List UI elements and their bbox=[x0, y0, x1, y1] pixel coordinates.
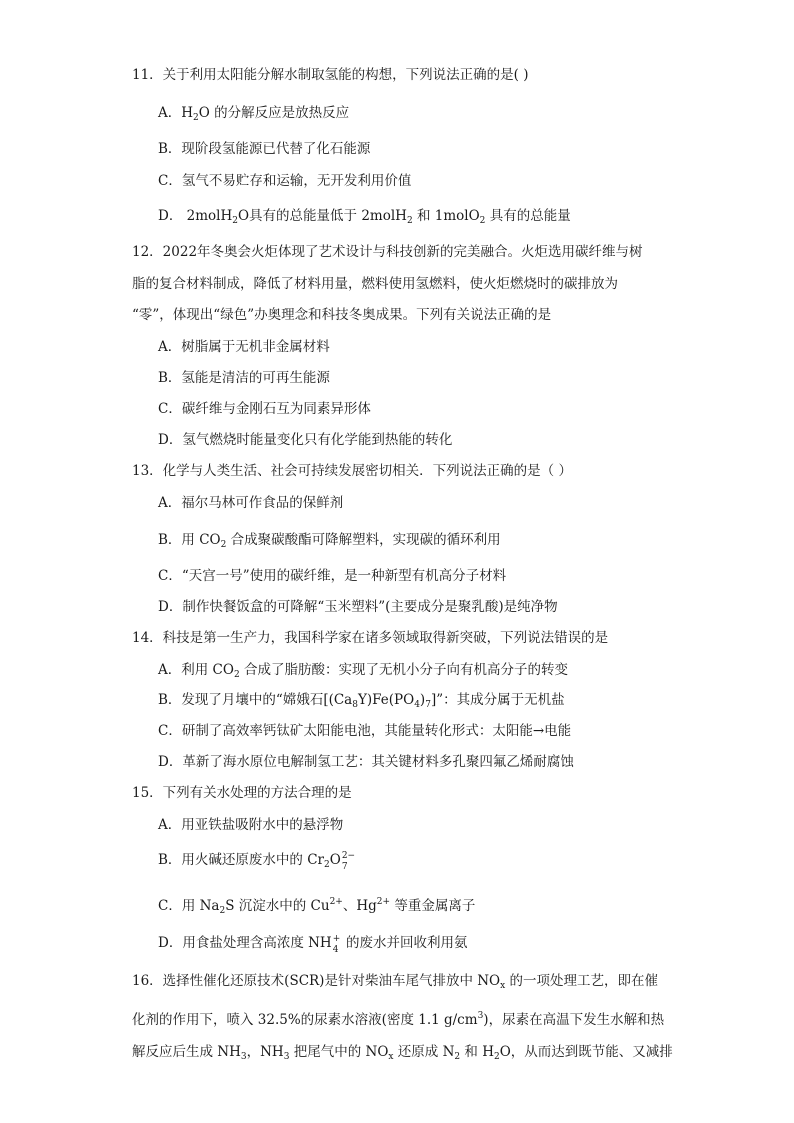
text: 的分解反应是放热反应 bbox=[209, 105, 350, 121]
subscript: 4 bbox=[332, 945, 339, 955]
question-11-option-b: B．现阶段氢能源已代替了化石能源 bbox=[158, 141, 371, 157]
superscript: + bbox=[332, 934, 341, 944]
question-14-option-c: C．研制了高效率钙钛矿太阳能电池，其能量转化形式：太阳能→电能 bbox=[158, 723, 572, 739]
question-14-option-b bbox=[158, 691, 565, 714]
question-15-option-b bbox=[158, 851, 356, 874]
text: 合成了脂肪酸：实现了无机小分子向有机高分子的转变 bbox=[239, 662, 568, 678]
superscript: 2− bbox=[341, 851, 356, 861]
question-12-option-b: B．氢能是清洁的可再生能源 bbox=[158, 370, 330, 386]
text: O具有的总能量低于 2molH bbox=[237, 208, 407, 224]
text: ，NH bbox=[246, 1044, 284, 1060]
text: 合成聚碳酸酯可降解塑料，实现碳的循环利用 bbox=[226, 532, 501, 548]
subscript: 2 bbox=[406, 216, 413, 226]
text: D．用食盐处理含高浓度 NH bbox=[158, 935, 332, 951]
text: 和 1molO bbox=[412, 208, 480, 224]
question-15-option-d bbox=[158, 934, 468, 955]
subscript: 7 bbox=[425, 700, 431, 710]
text: S 沉淀水中的 Cu bbox=[225, 898, 330, 914]
text: H bbox=[181, 105, 194, 121]
question-12-stem-line-3: “零”，体现出“绿色”办奥理念和科技冬奥成果。下列有关说法正确的是 bbox=[132, 307, 552, 323]
question-12-option-d: D．氢气燃烧时能量变化只有化学能到热能的转化 bbox=[158, 432, 453, 448]
text: 和 H bbox=[460, 1044, 494, 1060]
question-13-stem: 13．化学与人类生活、社会可持续发展密切相关．下列说法正确的是（ ） bbox=[132, 463, 572, 479]
question-15-option-a: A．用亚铁盐吸附水中的悬浮物 bbox=[158, 817, 344, 833]
question-16-line-1 bbox=[132, 972, 658, 995]
ion-charge-stack bbox=[332, 934, 342, 955]
superscript: 2+ bbox=[329, 897, 343, 907]
subscript: 2 bbox=[494, 1052, 500, 1062]
question-13-option-c: C．“天宫一号”使用的碳纤维，是一种新型有机高分子材料 bbox=[158, 568, 507, 584]
question-11-option-c: C．氢气不易贮存和运输，无开发利用价值 bbox=[158, 173, 412, 189]
subscript: 2 bbox=[193, 113, 199, 123]
question-13-option-d: D．制作快餐饭盒的可降解“玉米塑料”(主要成分是聚乳酸)是纯净物 bbox=[158, 599, 558, 615]
text: Y)Fe(PO bbox=[357, 692, 415, 708]
text: O bbox=[198, 105, 210, 121]
question-14-stem: 14．科技是第一生产力，我国科学家在诸多领域取得新突破，下列说法错误的是 bbox=[132, 630, 609, 646]
question-11-option-a bbox=[158, 104, 349, 127]
question-12-stem-line-1: 12．2022年冬奥会火炬体现了艺术设计与科技创新的完美融合。火炬选用碳纤维与树 bbox=[132, 244, 643, 260]
text: A．利用 CO bbox=[158, 662, 234, 678]
question-15-stem: 15．下列有关水处理的方法合理的是 bbox=[132, 785, 352, 801]
ion-charge-stack bbox=[341, 851, 356, 872]
question-16-line-3 bbox=[132, 1043, 673, 1066]
question-12-option-c: C．碳纤维与金刚石互为同素异形体 bbox=[158, 401, 371, 417]
text: 等重金属离子 bbox=[390, 898, 476, 914]
question-13-option-b bbox=[158, 531, 501, 554]
text: 具有的总能量 bbox=[485, 208, 571, 224]
subscript: x bbox=[388, 1052, 394, 1062]
superscript: 3 bbox=[477, 1011, 484, 1021]
question-13-option-a: A．福尔马林可作食品的保鲜剂 bbox=[158, 495, 344, 511]
question-12-stem-line-2: 脂的复合材料制成，降低了材料用量，燃料使用氢燃料，使火炬燃烧时的碳排放为 bbox=[132, 276, 618, 292]
text: 16．选择性催化还原技术(SCR)是针对柴油车尾气排放中 NO bbox=[132, 973, 501, 989]
subscript: 2 bbox=[454, 1052, 461, 1062]
text: 的废水并回收利用氨 bbox=[341, 935, 468, 951]
text: D． 2molH bbox=[158, 208, 233, 224]
text: B．用火碱还原废水中的 Cr bbox=[158, 852, 324, 868]
subscript: 3 bbox=[283, 1052, 290, 1062]
question-11-option-d bbox=[158, 207, 571, 230]
text: B．发现了月壤中的“嫦娥石[(Ca bbox=[158, 692, 353, 708]
subscript: 4 bbox=[414, 700, 420, 710]
question-15-option-c bbox=[158, 893, 475, 920]
text: 、Hg bbox=[342, 898, 377, 914]
text: A． bbox=[158, 105, 182, 121]
subscript: 2 bbox=[232, 216, 238, 226]
subscript: 7 bbox=[341, 862, 348, 872]
question-14-option-d: D．革新了海水原位电解制氢工艺：其关键材料多孔聚四氟乙烯耐腐蚀 bbox=[158, 754, 574, 770]
question-12-option-a: A．树脂属于无机非金属材料 bbox=[158, 339, 330, 355]
text: 解反应后生成 NH bbox=[132, 1044, 241, 1060]
text: ) bbox=[419, 692, 426, 708]
text: 还原成 N bbox=[393, 1044, 455, 1060]
subscript: 3 bbox=[240, 1052, 247, 1062]
question-14-option-a bbox=[158, 661, 568, 684]
text: )，尿素在高温下发生水解和热 bbox=[483, 1012, 665, 1028]
subscript: 2 bbox=[233, 670, 240, 680]
text: 化剂的作用下，喷入 32.5%的尿素水溶液(密度 1.1 g/cm bbox=[132, 1012, 478, 1028]
subscript: 8 bbox=[352, 700, 358, 710]
text: B．用 CO bbox=[158, 532, 221, 548]
superscript: 2+ bbox=[376, 897, 391, 907]
text: ]”：其成分属于无机盐 bbox=[430, 692, 565, 708]
subscript: 2 bbox=[324, 860, 330, 870]
text: O bbox=[329, 852, 341, 868]
text: C．用 Na bbox=[158, 898, 220, 914]
subscript: 2 bbox=[219, 906, 226, 916]
subscript: 2 bbox=[479, 216, 486, 226]
text: 把尾气中的 NO bbox=[289, 1044, 389, 1060]
question-11-stem: 11．关于利用太阳能分解水制取氢能的构想，下列说法正确的是( ) bbox=[132, 67, 529, 83]
subscript: 2 bbox=[220, 540, 227, 550]
subscript: x bbox=[500, 981, 506, 991]
question-16-line-2 bbox=[132, 1007, 664, 1029]
text: O，从而达到既节能、又减排 bbox=[499, 1044, 673, 1060]
text: 的一项处理工艺，即在催 bbox=[505, 973, 658, 989]
